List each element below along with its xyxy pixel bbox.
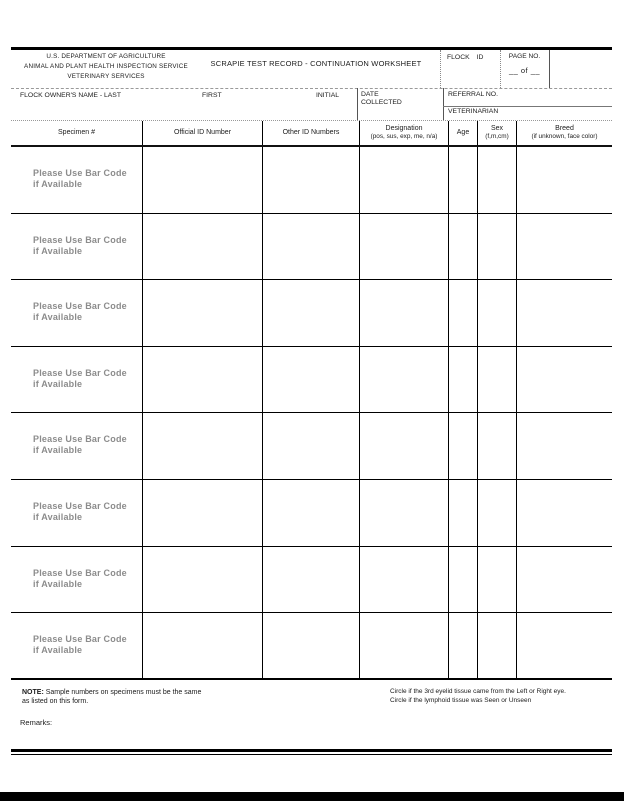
header-row-divider [11,88,612,89]
breed-cell [517,147,612,213]
initial-label: INITIAL [316,92,340,99]
specimen-cell [11,147,143,213]
eyelid-circle-note: Circle if the 3rd eyelid tissue came from the Left or Right eye. Circle if the lymphoid tissue was Seen or Unseen [390,688,566,704]
sex-cell [478,147,517,213]
other-id-cell [263,147,360,213]
other-id-cell [263,214,360,280]
other-id-cell [263,413,360,479]
official-id-cell [143,413,263,479]
flock-id-label: FLOCK ID [447,54,484,61]
table-body [11,147,612,680]
barcode-placeholder: Please Use Bar Code if Available [33,168,127,189]
barcode-placeholder: Please Use Bar Code if Available [33,434,127,456]
table-row [11,347,612,414]
col-header-other-id: Other ID Numbers [263,121,360,145]
age-cell [449,147,478,213]
official-id-cell [143,613,263,678]
breed-cell [517,547,612,613]
age-cell [449,480,478,546]
note-text: Sample numbers on specimens must be the same as listed on this form. [22,689,202,705]
table-row [11,613,612,680]
agency-line-2: ANIMAL AND PLANT HEALTH INSPECTION SERVICE [24,63,188,70]
barcode-placeholder: Please Use Bar Code if Available [33,500,127,522]
designation-cell [360,214,449,280]
specimen-cell [11,413,143,479]
page-no-value: __ of __ [508,66,541,75]
other-id-cell [263,547,360,613]
specimen-table [11,120,612,680]
col-header-sex: Sex (f,m,cm) [478,121,517,145]
designation-cell [360,347,449,413]
designation-cell [360,413,449,479]
other-id-cell [263,347,360,413]
designation-cell [360,480,449,546]
note-label: NOTE: [22,689,44,696]
specimen-cell [11,547,143,613]
designation-cell [360,280,449,346]
specimen-cell [11,280,143,346]
age-cell [449,347,478,413]
veterinarian-divider [443,106,612,107]
sex-cell [478,214,517,280]
flock-id-box-left-line [440,50,441,88]
designation-cell [360,147,449,213]
specimen-cell [11,347,143,413]
sex-cell [478,613,517,678]
agency-block [14,52,198,82]
age-cell [449,214,478,280]
agency-line-3: VETERINARY SERVICES [67,73,145,80]
specimen-cell [11,613,143,678]
sex-cell [478,280,517,346]
col-header-breed: Breed (if unknown, face color) [531,124,598,140]
form-title: SCRAPIE TEST RECORD - CONTINUATION WORKSHEET [210,59,422,68]
date-collected-left-line [357,88,358,120]
col-header-official-id: Official ID Number [143,121,263,145]
specimen-cell [11,214,143,280]
barcode-placeholder: Please Use Bar Code if Available [33,634,127,656]
table-header-row [11,121,612,147]
sex-cell [478,413,517,479]
table-row [11,147,612,214]
barcode-placeholder: Please Use Bar Code if Available [33,567,127,589]
specimen-cell [11,480,143,546]
age-cell [449,413,478,479]
table-row [11,413,612,480]
table-row [11,547,612,614]
sex-cell [478,480,517,546]
form-top-border [11,47,612,50]
other-id-cell [263,280,360,346]
barcode-placeholder: Please Use Bar Code if Available [33,301,127,323]
sex-cell [478,347,517,413]
date-collected-label: DATE COLLECTED [361,91,402,106]
designation-cell [360,613,449,678]
col-header-age: Age [449,121,478,145]
referral-no-label: REFERRAL NO. [448,91,498,98]
breed-cell [517,280,612,346]
age-cell [449,280,478,346]
page-no-box-right-line [549,50,550,88]
breed-cell [517,480,612,546]
sex-cell [478,547,517,613]
breed-cell [517,347,612,413]
age-cell [449,547,478,613]
breed-cell [517,613,612,678]
table-row [11,214,612,281]
other-id-cell [263,480,360,546]
official-id-cell [143,280,263,346]
age-cell [449,613,478,678]
page-no-label: PAGE NO. [508,53,541,60]
veterinarian-label: VETERINARIAN [448,108,499,115]
other-id-cell [263,613,360,678]
breed-cell [517,413,612,479]
agency-line-1: U.S. DEPARTMENT OF AGRICULTURE [46,53,166,60]
official-id-cell [143,214,263,280]
designation-cell [360,547,449,613]
official-id-cell [143,147,263,213]
barcode-placeholder: Please Use Bar Code if Available [33,234,127,256]
sample-note [22,688,210,706]
table-row [11,480,612,547]
breed-cell [517,214,612,280]
first-name-label: FIRST [202,92,222,99]
official-id-cell [143,480,263,546]
referral-left-line [443,88,444,120]
official-id-cell [143,547,263,613]
table-row [11,280,612,347]
form-bottom-border [11,749,612,755]
col-header-designation: Designation (pos, sus, exp, me, n/a) [360,121,449,145]
col-header-specimen: Specimen # [11,121,143,145]
barcode-placeholder: Please Use Bar Code if Available [33,367,127,389]
scan-edge-strip [0,792,624,801]
owner-last-name-label: FLOCK OWNER'S NAME - LAST [20,92,121,99]
official-id-cell [143,347,263,413]
remarks-label: Remarks: [20,718,53,727]
